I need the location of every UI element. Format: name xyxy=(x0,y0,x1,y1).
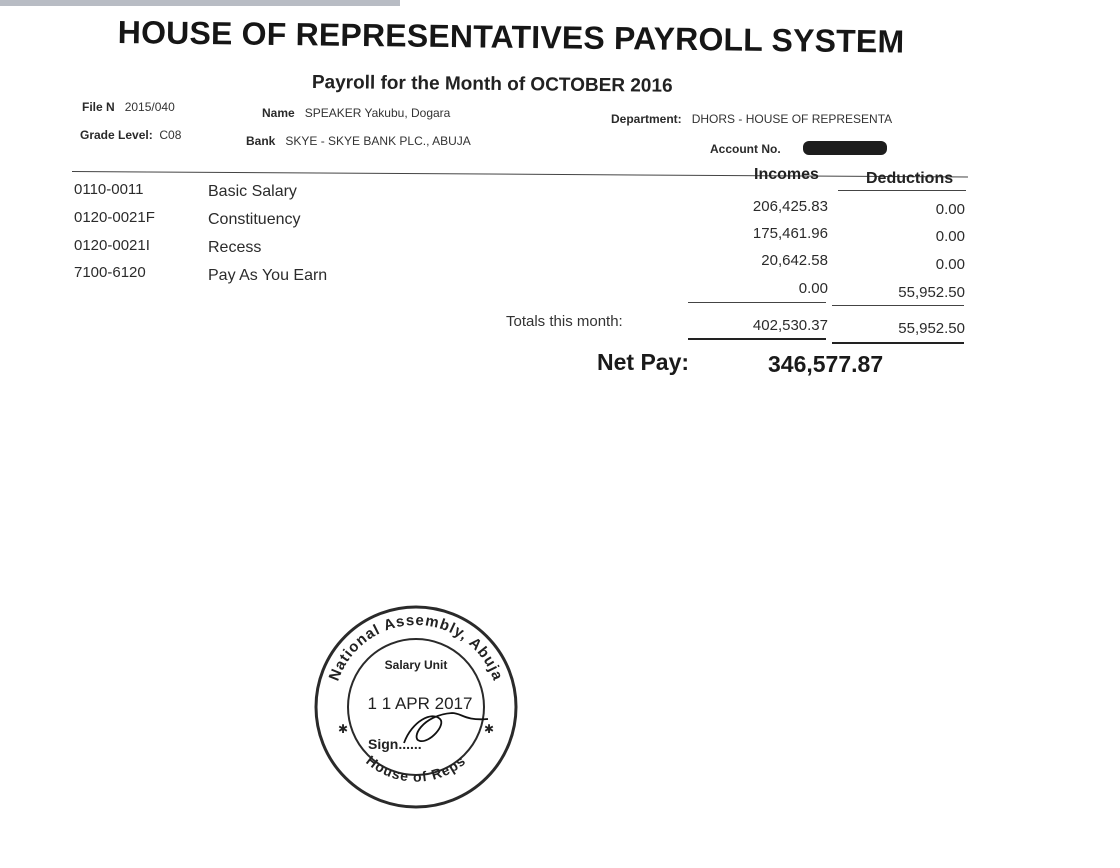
payroll-period: Payroll for the Month of OCTOBER 2016 xyxy=(311,72,673,97)
header-divider xyxy=(72,171,968,177)
stamp-date: 1 1 APR 2017 xyxy=(367,694,473,713)
net-pay-label: Net Pay: xyxy=(597,349,690,375)
stamp-unit: Salary Unit xyxy=(384,658,448,672)
grade-label: Grade Level: xyxy=(80,128,153,142)
file-value: 2015/040 xyxy=(124,100,175,114)
row-deduction: 0.00 xyxy=(935,256,965,273)
income-total-rule xyxy=(688,338,826,340)
employee-name xyxy=(262,106,450,120)
deductions-header: Deductions xyxy=(866,170,954,187)
department-value: DHORS - HOUSE OF REPRESENTA xyxy=(691,112,893,126)
file-label: File N xyxy=(82,100,115,114)
row-deduction: 55,952.50 xyxy=(898,284,965,301)
stamp-top-text: National Assembly, Abuja xyxy=(325,611,507,684)
deductions-header-underline xyxy=(838,190,966,191)
row-code: 7100-6120 xyxy=(74,264,146,281)
file-number xyxy=(82,100,175,114)
bank-value: SKYE - SKYE BANK PLC., ABUJA xyxy=(285,134,471,148)
row-description: Basic Salary xyxy=(208,183,297,200)
row-description: Pay As You Earn xyxy=(208,267,328,284)
row-income: 175,461.96 xyxy=(752,225,828,242)
star-icon: ✱ xyxy=(338,722,349,736)
row-description: Recess xyxy=(208,239,262,256)
row-code: 0110-0011 xyxy=(74,181,144,198)
row-code: 0120-0021I xyxy=(74,237,150,254)
row-income: 206,425.83 xyxy=(752,198,828,215)
deduction-total-rule xyxy=(832,342,964,344)
totals-label: Totals this month: xyxy=(506,313,623,330)
incomes-header: Incomes xyxy=(754,166,819,183)
total-income: 402,530.37 xyxy=(752,317,828,334)
stamp-bottom-text: House of Reps xyxy=(363,752,469,785)
department xyxy=(611,112,892,126)
row-income: 20,642.58 xyxy=(761,252,828,269)
net-pay-value: 346,577.87 xyxy=(768,351,884,377)
name-label: Name xyxy=(262,106,295,120)
salary-unit-stamp xyxy=(312,603,520,811)
grade-value: C08 xyxy=(159,128,182,142)
department-label: Department: xyxy=(611,112,682,126)
income-subtotal-rule xyxy=(688,302,826,303)
redacted-account-number xyxy=(803,141,887,155)
grade-level xyxy=(80,128,181,142)
scan-edge xyxy=(0,0,400,6)
row-code: 0120-0021F xyxy=(74,209,155,226)
row-income: 0.00 xyxy=(798,280,828,297)
bank-label: Bank xyxy=(246,134,276,148)
document-title: HOUSE OF REPRESENTATIVES PAYROLL SYSTEM xyxy=(117,14,905,60)
star-icon: ✱ xyxy=(484,722,495,736)
name-value: SPEAKER Yakubu, Dogara xyxy=(304,106,451,120)
deduction-subtotal-rule xyxy=(832,305,964,306)
account-number xyxy=(710,142,781,156)
bank xyxy=(246,134,471,148)
row-deduction: 0.00 xyxy=(935,201,965,218)
account-label: Account No. xyxy=(710,142,781,156)
stamp-sign-line: Sign...... xyxy=(368,736,422,752)
total-deductions: 55,952.50 xyxy=(898,320,965,337)
row-description: Constituency xyxy=(208,211,301,228)
row-deduction: 0.00 xyxy=(935,228,965,245)
